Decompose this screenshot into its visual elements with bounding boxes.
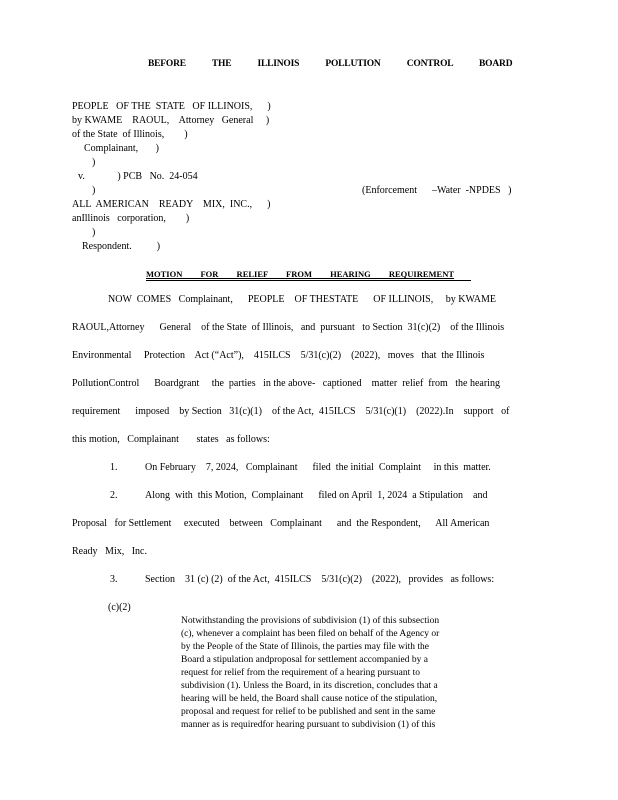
- caption-line: by KWAME RAOUL, Attorney General ): [72, 115, 270, 126]
- enforcement-label: (Enforcement –Water -NPDES ): [362, 185, 512, 196]
- caption-line: Complainant, ): [84, 143, 159, 154]
- item-number: 2.: [110, 490, 118, 501]
- board-heading: BEFORE THE ILLINOIS POLLUTION CONTROL BOARD: [148, 59, 513, 69]
- caption-line: anIllinois corporation, ): [72, 213, 190, 224]
- caption-line: Respondent. ): [82, 241, 161, 252]
- quote-line: request for relief from the requirement of a hearing pursuant to: [181, 668, 420, 678]
- paragraph-line: this motion, Complainant states as follows:: [72, 434, 270, 445]
- caption-line: ): [92, 185, 96, 196]
- subsection-label: (c)(2): [108, 602, 131, 613]
- caption-line: ALL AMERICAN READY MIX, INC., ): [72, 199, 271, 210]
- paragraph-line: Environmental Protection Act (“Act”), 415ILCS 5/31(c)(2) (2022), moves that the Illinois: [72, 350, 485, 361]
- quote-line: by the People of the State of Illinois, the parties may file with the: [181, 642, 429, 652]
- caption-line: ): [92, 227, 96, 238]
- paragraph-line: requirement imposed by Section 31(c)(1) of the Act, 415ILCS 5/31(c)(1) (2022).In support of: [72, 406, 510, 417]
- item-number: 3.: [110, 574, 118, 585]
- quote-line: manner as is requiredfor hearing pursuant to subdivision (1) of this: [181, 720, 436, 730]
- motion-title: MOTION FOR RELIEF FROM HEARING REQUIREMENT: [146, 269, 455, 279]
- item-text: Proposal for Settlement executed between Complainant and the Respondent, All American: [72, 518, 490, 529]
- paragraph-line: PollutionControl Boardgrant the parties in the above- captioned matter relief from the hearing: [72, 378, 500, 389]
- item-text: Ready Mix, Inc.: [72, 546, 147, 557]
- item-text: Along with this Motion, Complainant filed on April 1, 2024 a Stipulation and: [145, 490, 488, 501]
- title-underline: [146, 280, 471, 281]
- quote-line: hearing will be held, the Board shall cause notice of the stipulation,: [181, 694, 438, 704]
- paragraph-line: RAOUL,Attorney General of the State of Illinois, and pursuant to Section 31(c)(2) of the Illinois: [72, 322, 505, 333]
- caption-line: of the State of Illinois, ): [72, 129, 188, 140]
- quote-line: (c), whenever a complaint has been filed on behalf of the Agency or: [181, 629, 440, 639]
- item-text: Section 31 (c) (2) of the Act, 415ILCS 5/31(c)(2) (2022), provides as follows:: [145, 574, 495, 585]
- caption-line: ): [92, 157, 96, 168]
- item-number: 1.: [110, 462, 118, 473]
- paragraph-line: NOW COMES Complainant, PEOPLE OF THESTATE OF ILLINOIS, by KWAME: [108, 294, 496, 305]
- caption-line: PEOPLE OF THE STATE OF ILLINOIS, ): [72, 101, 271, 112]
- item-text: On February 7, 2024, Complainant filed the initial Complaint in this matter.: [145, 462, 491, 473]
- quote-line: Board a stipulation andproposal for settlement accompanied by a: [181, 655, 428, 665]
- quote-line: Notwithstanding the provisions of subdivision (1) of this subsection: [181, 616, 440, 626]
- quote-line: proposal and request for relief to be published and sent in the same: [181, 707, 436, 717]
- caption-line: v. ) PCB No. 24-054: [78, 171, 198, 182]
- quote-line: subdivision (1). Unless the Board, in its discretion, concludes that a: [181, 681, 438, 691]
